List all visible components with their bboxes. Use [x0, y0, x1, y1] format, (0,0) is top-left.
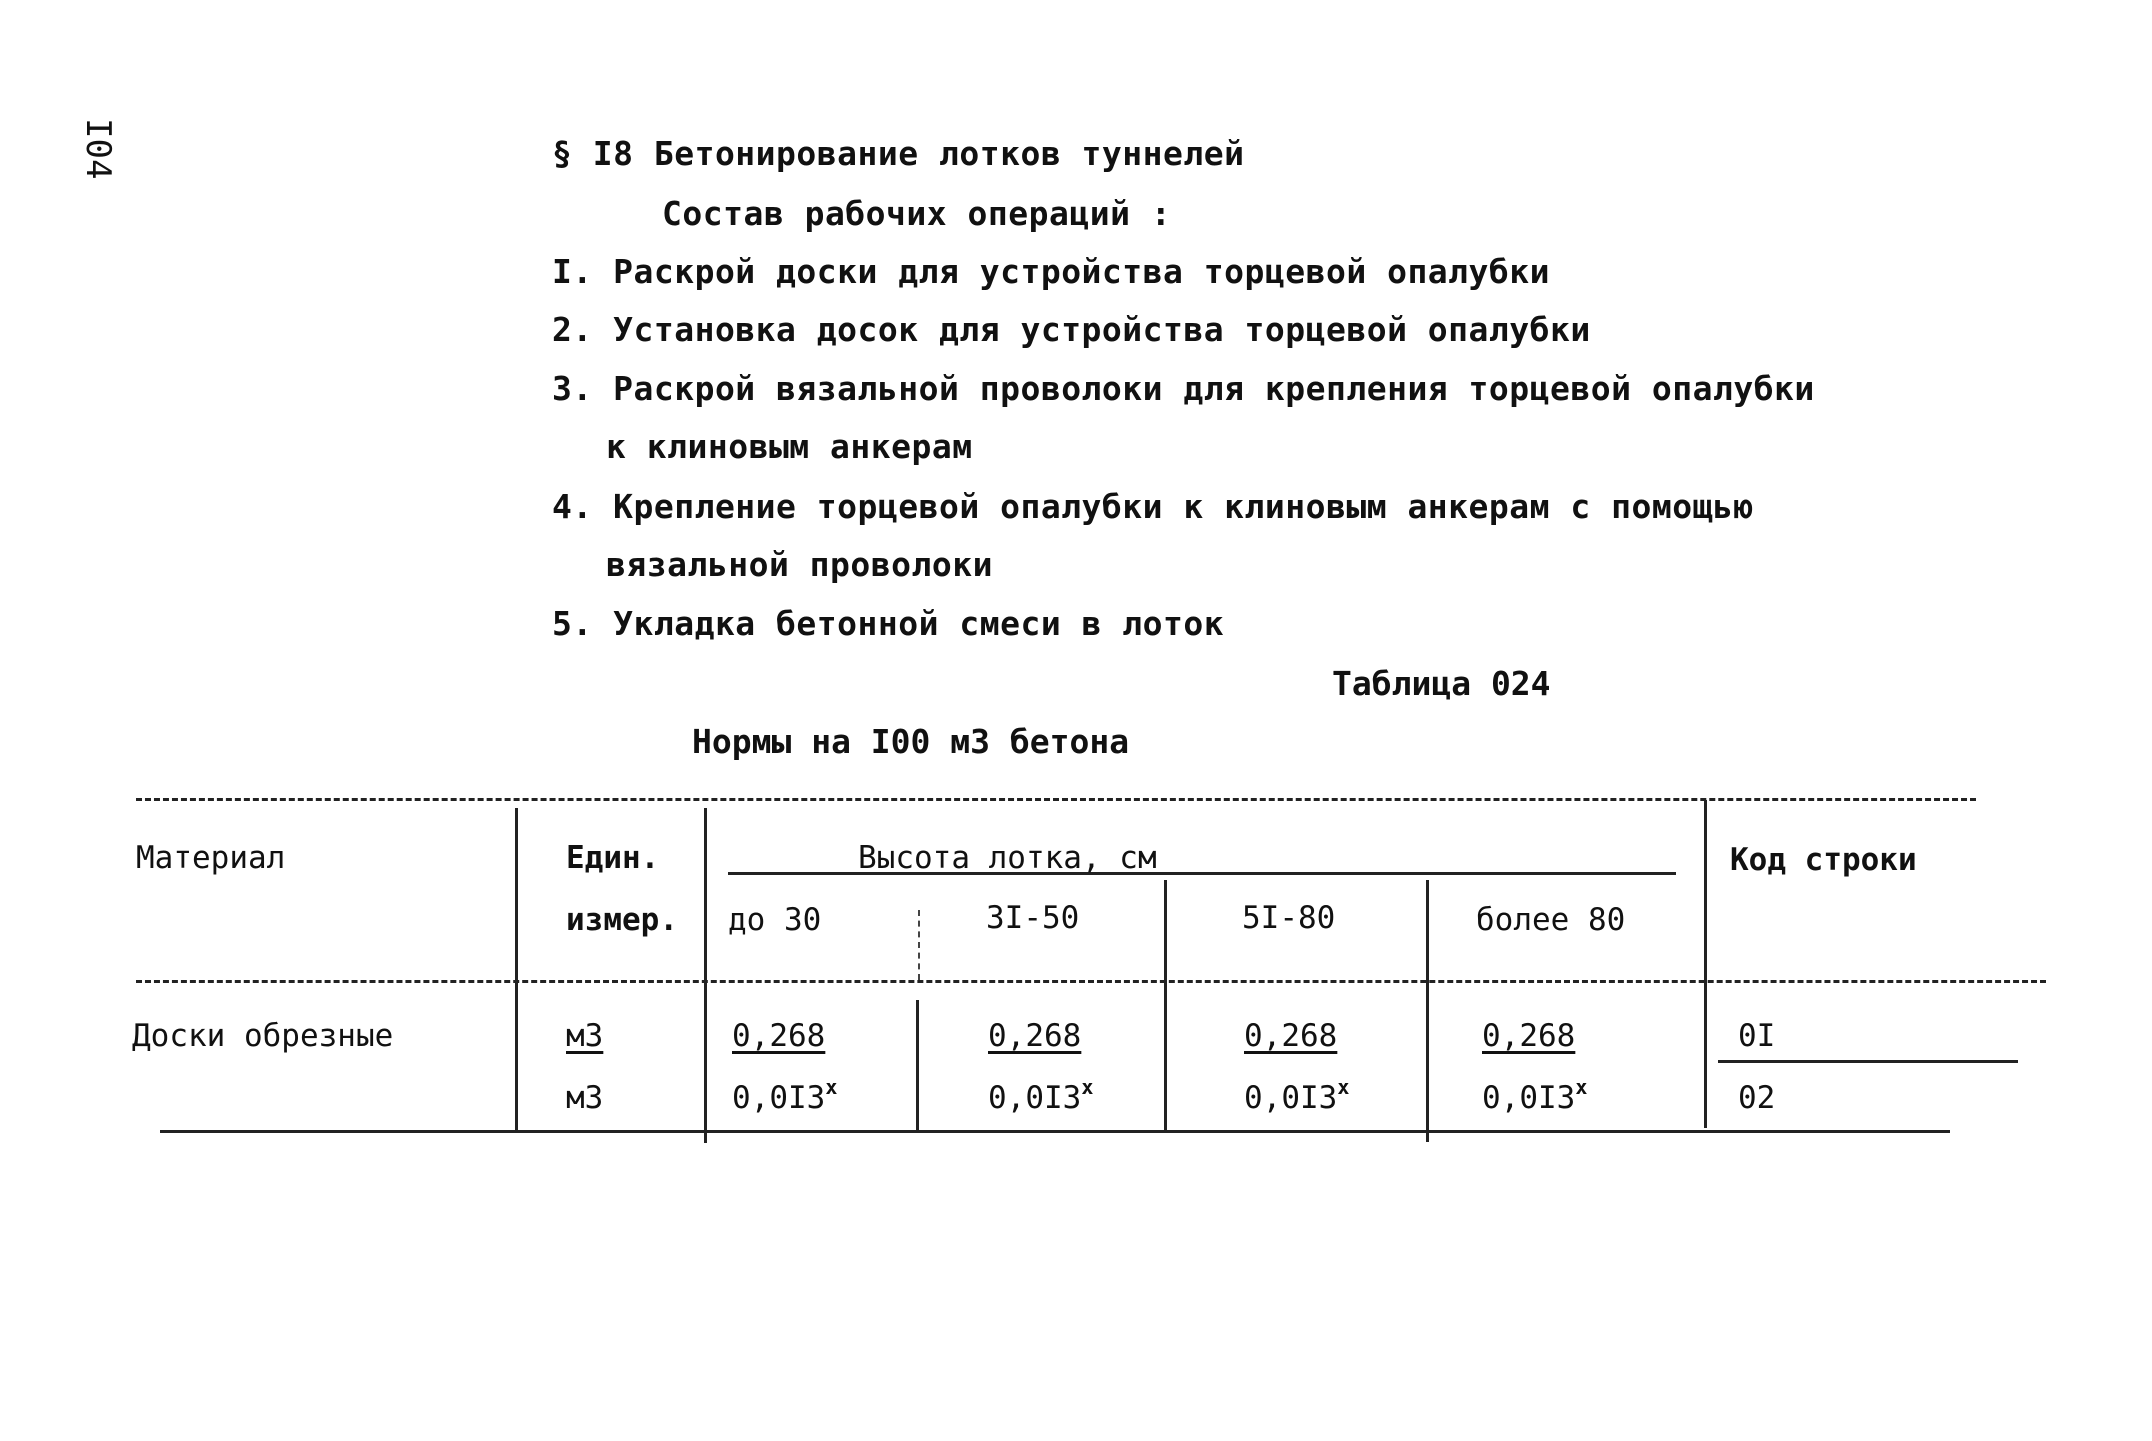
- header-unit-line2: измер.: [566, 902, 678, 938]
- row-2-col-1-value: 0,0I3: [732, 1080, 826, 1116]
- row-2-col-4-value: 0,0I3: [1482, 1080, 1576, 1116]
- row-2-col-3: [1244, 1075, 1350, 1116]
- row-2-col-1-mark: x: [825, 1075, 838, 1099]
- row-2-col-2: [988, 1075, 1094, 1116]
- row-2-col-4-mark: x: [1575, 1075, 1588, 1099]
- row-2-col-2-mark: x: [1081, 1075, 1094, 1099]
- header-material: Материал: [136, 840, 286, 876]
- table-header-rule: [136, 980, 2046, 983]
- table-top-rule: [136, 798, 1976, 801]
- row-2-code: 02: [1738, 1080, 1776, 1116]
- row-2-col-4: [1482, 1075, 1588, 1116]
- col-separator-2: [916, 1000, 919, 1130]
- col-separator-2-header: [918, 910, 920, 980]
- row-2-col-2-value: 0,0I3: [988, 1080, 1082, 1116]
- operations-heading: Состав рабочих операций :: [662, 194, 1172, 233]
- section-title: § I8 Бетонирование лотков туннелей: [552, 134, 1245, 173]
- header-col-3: 5I-80: [1242, 900, 1336, 936]
- code-row-separator: [1718, 1060, 2018, 1063]
- header-unit-line1: Един.: [566, 840, 660, 876]
- operation-2: 2. Установка досок для устройства торцевой опалубки: [552, 310, 1591, 349]
- table-caption: Таблица 024: [1332, 664, 1551, 703]
- operation-5: 5. Укладка бетонной смеси в лоток: [552, 604, 1225, 643]
- operation-4-continued: вязальной проволоки: [606, 545, 993, 584]
- header-code: Код строки: [1730, 842, 1917, 878]
- table-subtitle: Нормы на I00 м3 бетона: [692, 722, 1130, 761]
- row-1-col-3: 0,268: [1244, 1018, 1338, 1054]
- col-separator-3: [1164, 880, 1167, 1130]
- row-2-unit: м3: [566, 1080, 604, 1116]
- row-1-code: 0I: [1738, 1018, 1776, 1054]
- operation-3: 3. Раскрой вязальной проволоки для крепления торцевой опалубки: [552, 369, 1815, 408]
- operation-4: 4. Крепление торцевой опалубки к клиновым анкерам с помощью: [552, 487, 1754, 526]
- row-1-col-4: 0,268: [1482, 1018, 1576, 1054]
- col-separator-unit: [704, 808, 707, 1143]
- operation-1: I. Раскрой доски для устройства торцевой опалубки: [552, 252, 1551, 291]
- row-1-col-1: 0,268: [732, 1018, 826, 1054]
- col-separator-material: [515, 808, 518, 1130]
- row-1-material: Доски обрезные: [132, 1018, 394, 1054]
- page-number: I04: [78, 118, 118, 180]
- row-2-col-3-value: 0,0I3: [1244, 1080, 1338, 1116]
- header-col-1: до 30: [728, 902, 822, 938]
- table-bottom-rule: [160, 1130, 1950, 1133]
- header-col-4: более 80: [1476, 902, 1626, 938]
- operation-3-continued: к клиновым анкерам: [606, 427, 973, 466]
- header-height-group: Высота лотка, см: [858, 840, 1157, 876]
- col-separator-4: [1426, 880, 1429, 1142]
- row-2-col-3-mark: x: [1337, 1075, 1350, 1099]
- row-1-unit: м3: [566, 1018, 604, 1054]
- header-col-2: 3I-50: [986, 900, 1080, 936]
- row-2-col-1: [732, 1075, 838, 1116]
- col-separator-code: [1704, 800, 1707, 1128]
- row-1-col-2: 0,268: [988, 1018, 1082, 1054]
